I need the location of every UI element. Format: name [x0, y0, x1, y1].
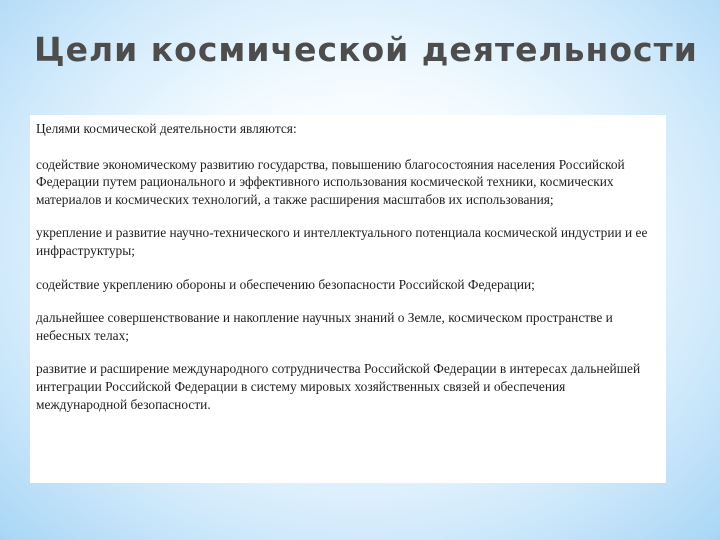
goal-paragraph-knowledge: дальнейшее совершенствование и накопление научных знаний о Земле, космическом пространстве и небесных телах;: [36, 310, 613, 343]
content-box: [30, 115, 666, 483]
goal-paragraph-defense: содействие укреплению обороны и обеспечению безопасности Российской Федерации;: [36, 276, 535, 292]
slide-title: Цели космической деятельности: [34, 30, 698, 69]
goal-paragraph-scientific: укрепление и развитие научно-технического и интеллектуального потенциала космической индустрии и ее инфраструктуры;: [36, 225, 648, 258]
goal-paragraph-international: развитие и расширение международного сотрудничества Российской Федерации в интересах дальнейшей интеграции Российской Федерации в систему мировых хозяйственных связей и обеспечения международной безопасности.: [36, 361, 641, 412]
goal-paragraph-economic: содействие экономическому развитию государства, повышению благосостояния населения Российской Федерации путем рационального и эффективного использования космической техники, космических материалов и космических технологий, а также расширения масштабов их использования;: [36, 156, 625, 207]
intro-text: Целями космической деятельности являются:: [36, 121, 297, 136]
